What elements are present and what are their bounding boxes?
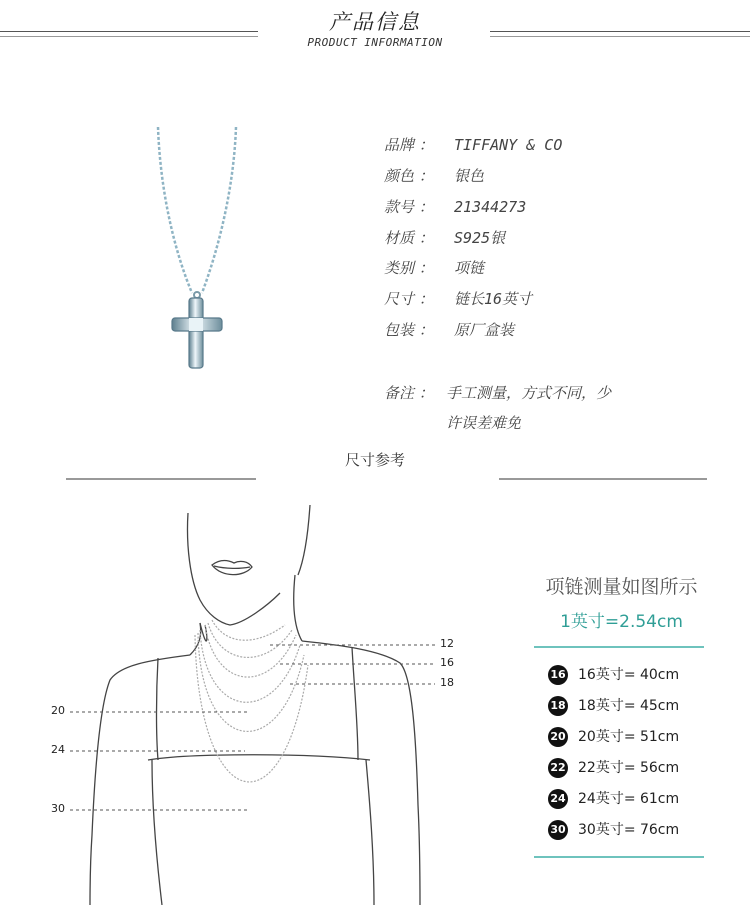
spec-value: 原厂盒装 — [454, 321, 515, 339]
spec-value: S925银 — [454, 229, 506, 247]
size-row-text: 22英寸= 56cm — [578, 760, 680, 776]
panel-divider-bottom — [534, 856, 704, 858]
spec-label: 品牌 ： — [384, 136, 434, 154]
spec-value: 21344273 — [454, 198, 527, 216]
spec-label: 包装 ： — [384, 321, 434, 339]
length-label-18: 18 — [440, 676, 454, 689]
size-badge: 18 — [548, 696, 568, 716]
note-line-1: 手工测量，方式不同，少 — [446, 384, 612, 402]
unit-conversion: 1英寸=2.54cm — [560, 612, 683, 632]
product-image-cross-necklace — [150, 125, 250, 380]
size-row — [548, 789, 679, 809]
spec-label: 颜色 ： — [384, 167, 434, 185]
size-row-text: 30英寸= 76cm — [578, 822, 680, 838]
length-label-20: 20 — [51, 704, 65, 717]
header-divider-right-thin — [490, 36, 750, 37]
header-divider-right — [490, 31, 750, 32]
size-row-text: 16英寸= 40cm — [578, 667, 680, 683]
size-row-text: 20英寸= 51cm — [578, 729, 680, 745]
spec-label: 类别 ： — [384, 259, 434, 277]
header-divider-left — [0, 31, 258, 32]
spec-value: 项链 — [454, 259, 485, 277]
header-divider-left-thin — [0, 36, 258, 37]
spec-label: 款号 ： — [384, 198, 434, 216]
spec-value: 链长16英寸 — [454, 290, 533, 308]
size-divider-right — [499, 478, 707, 480]
size-badge: 16 — [548, 665, 568, 685]
necklace-length-figure — [40, 505, 490, 905]
spec-note — [384, 378, 611, 438]
size-divider-left — [66, 478, 256, 480]
size-row-text: 24英寸= 61cm — [578, 791, 680, 807]
note-label: 备注 ： — [384, 384, 434, 402]
size-reference-title: 尺寸参考 — [344, 451, 405, 469]
length-label-24: 24 — [51, 743, 65, 756]
spec-row-size — [384, 288, 532, 309]
section-subtitle: PRODUCT INFORMATION — [307, 36, 443, 49]
length-label-12: 12 — [440, 637, 454, 650]
size-badge: 22 — [548, 758, 568, 778]
size-row — [548, 696, 679, 716]
note-line-2: 许误差难免 — [446, 414, 522, 432]
length-label-16: 16 — [440, 656, 454, 669]
panel-divider-top — [534, 646, 704, 648]
spec-row-package — [384, 319, 514, 340]
size-row — [548, 665, 679, 685]
spec-label: 材质 ： — [384, 229, 434, 247]
spec-value: 银色 — [454, 167, 485, 185]
spec-row-brand — [384, 134, 562, 155]
spec-row-color — [384, 165, 484, 186]
size-row — [548, 727, 679, 747]
section-title-product-info: 产品信息 — [329, 10, 421, 34]
spec-row-category — [384, 257, 484, 278]
size-badge: 30 — [548, 820, 568, 840]
size-badge: 20 — [548, 727, 568, 747]
length-label-30: 30 — [51, 802, 65, 815]
spec-row-material — [384, 227, 505, 248]
spec-label: 尺寸 ： — [384, 290, 434, 308]
size-row-text: 18英寸= 45cm — [578, 698, 680, 714]
spec-value: TIFFANY & CO — [454, 136, 563, 154]
size-badge: 24 — [548, 789, 568, 809]
size-row — [548, 758, 679, 778]
measurement-panel-title: 项链测量如图所示 — [545, 576, 698, 598]
size-row — [548, 820, 679, 840]
spec-row-model — [384, 196, 526, 217]
